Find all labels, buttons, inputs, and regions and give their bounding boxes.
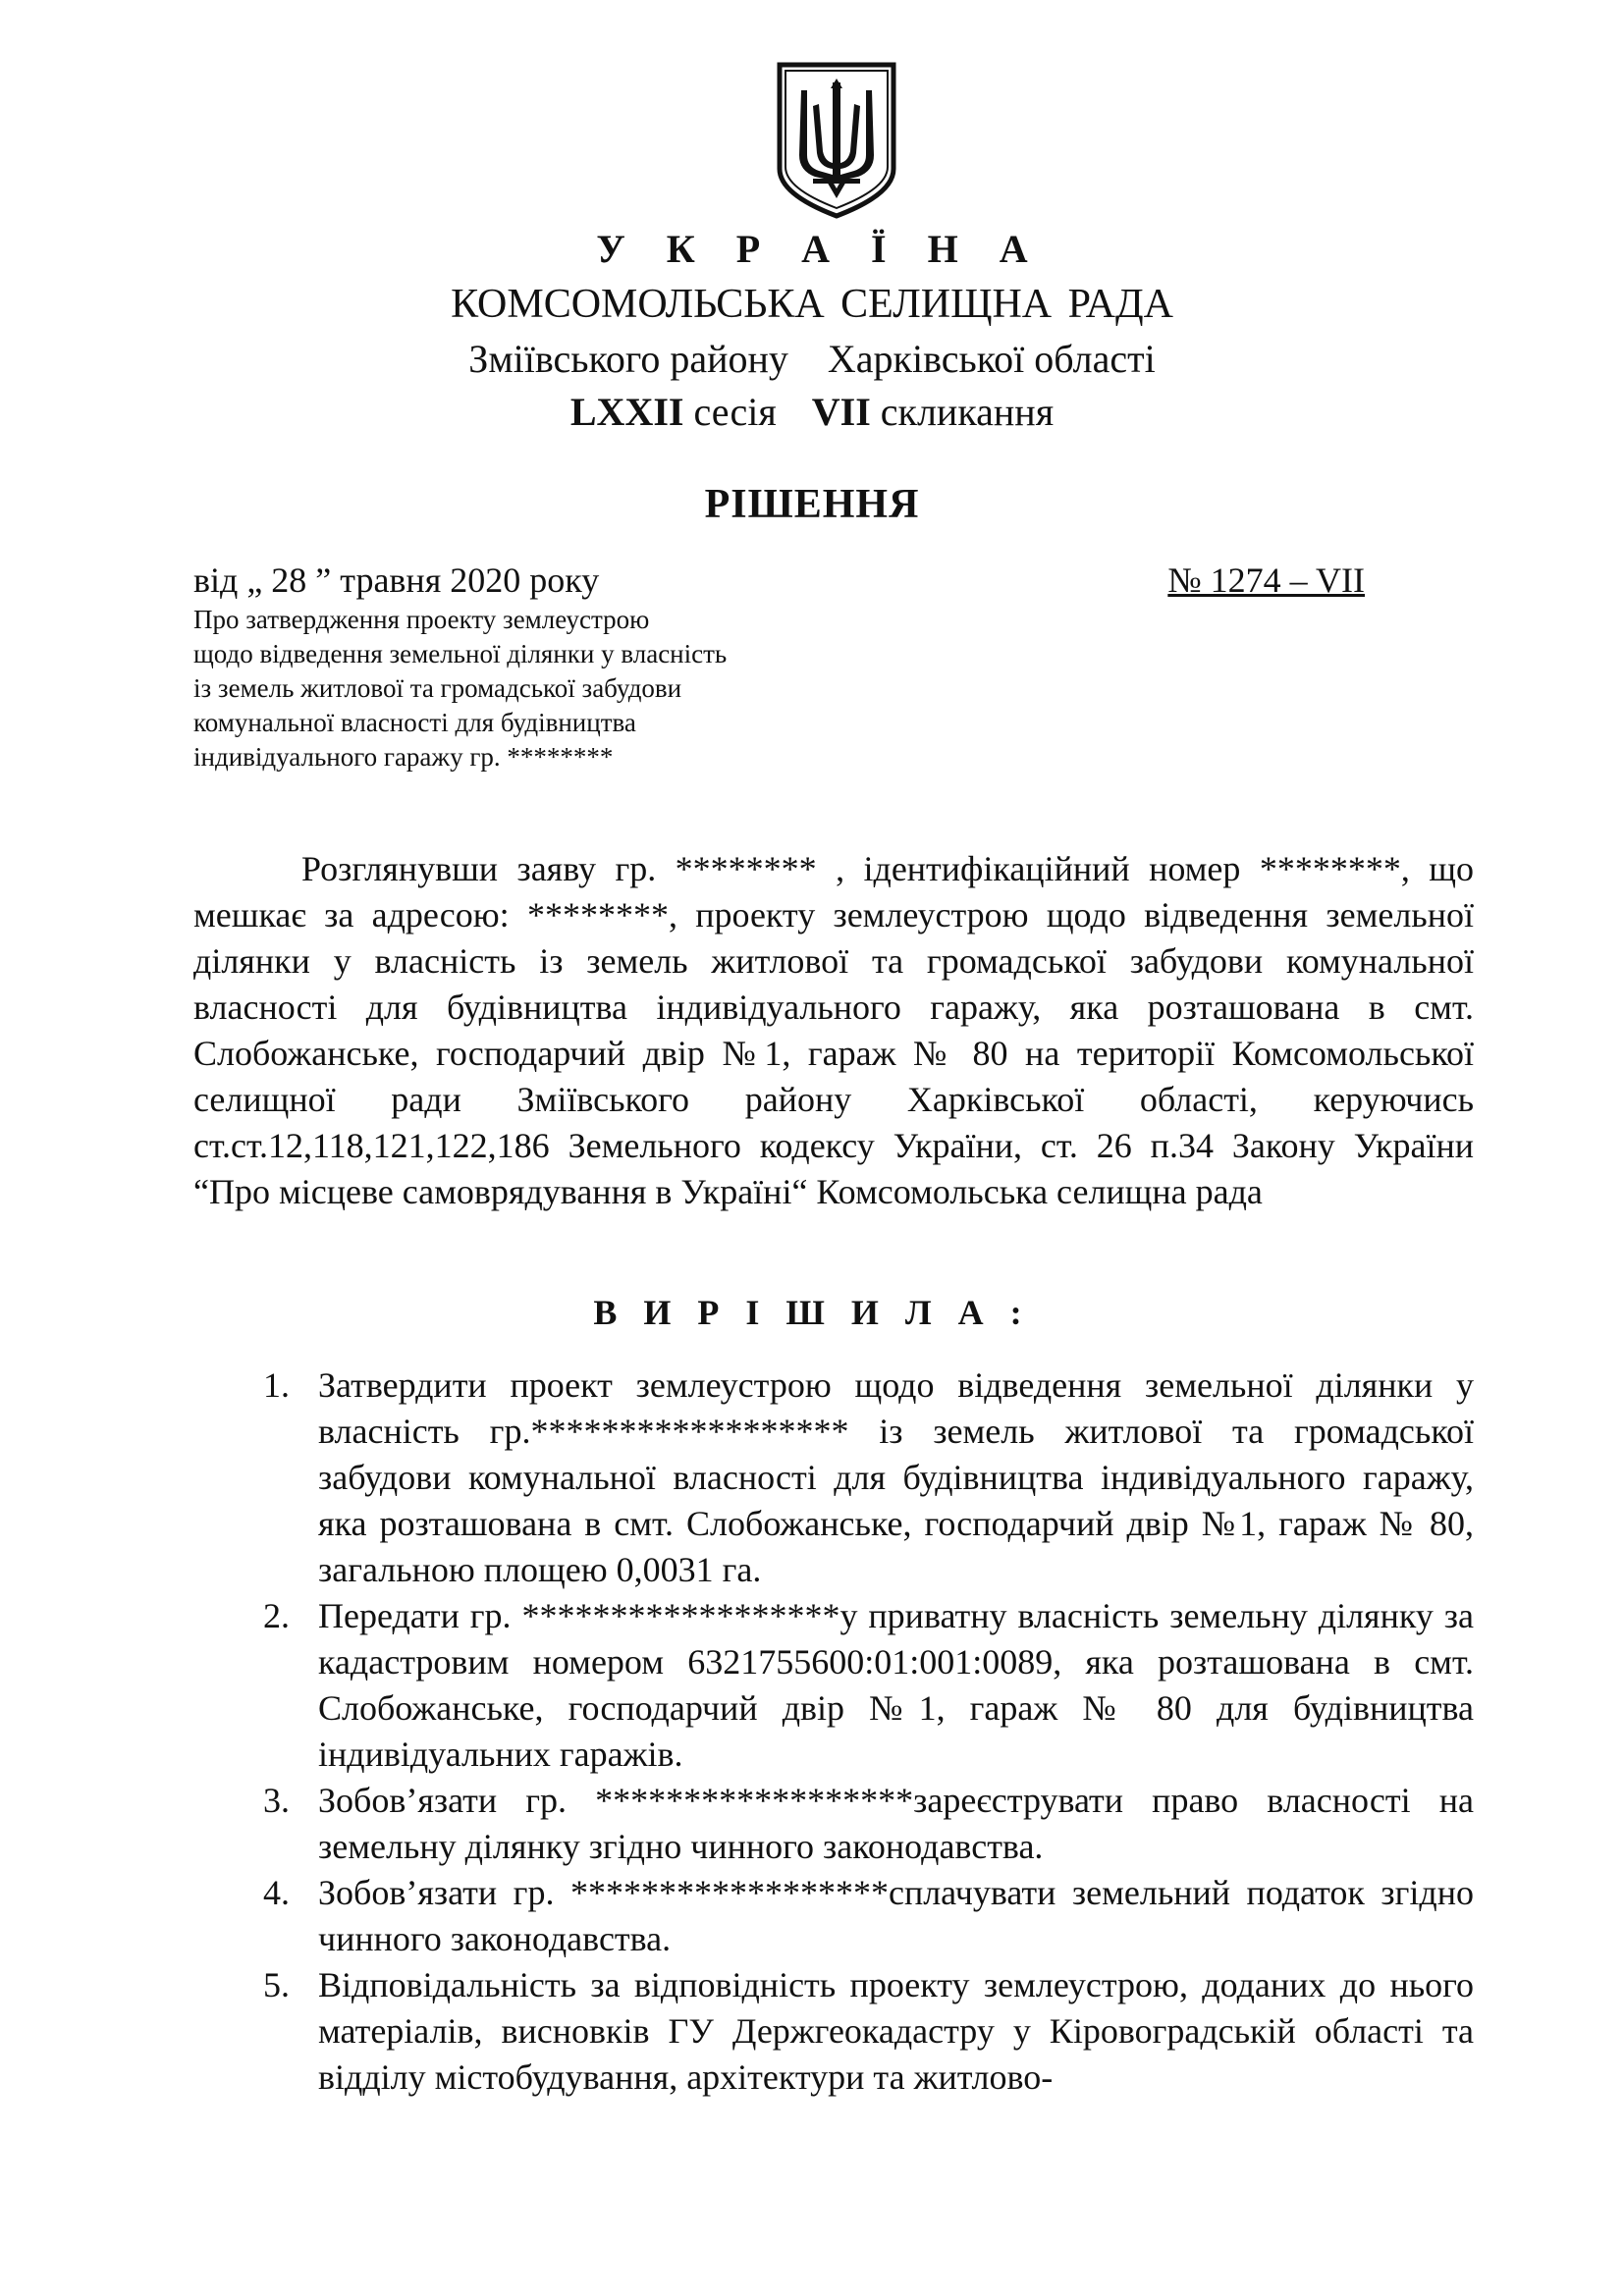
item-number: 4. <box>263 1873 290 1912</box>
preamble-paragraph: Розглянувши заяву гр. ******** , ідентифікаційний номер ********, що мешкає за адресою: ********, проекту землеустрою щодо відведення земельної ділянки у власність із земель житлової та громадської забудови комунальної власності для будівництва індивідуального гаражу, яка розташована в смт. Слобожанське, господарчий двір №1, гараж № 80 на території Комсомольської селищної ради Зміївського району Харківської області, керуючись ст.ст.12,118,121,122,186 Земельного кодексу України, ст. 26 п.34 Закону України “Про місцеве самоврядування в Україні“ Комсомольська селищна рада <box>193 849 1474 1211</box>
subject-line: індивідуального гаражу гр. ******** <box>193 742 614 772</box>
subject-line: Про затвердження проекту землеустрою <box>193 605 650 634</box>
item-text: Зобов’язати гр. ******************зареєструвати право власності на земельну ділянку згідно чинного законодавства. <box>318 1781 1474 1866</box>
district-line <box>0 336 1624 382</box>
council-name: КОМСОМОЛЬСЬКА СЕЛИЩНА РАДА <box>451 282 1173 327</box>
item-text: Затвердити проект землеустрою щодо відведення земельної ділянки у власність гр.****************** із земель житлової та громадської забудови комунальної власності для будівництва індивідуального гаражу, яка розташована в смт. Слобожанське, господарчий двір №1, гараж № 80, загальною площею 0,0031 га. <box>318 1365 1474 1589</box>
session-word: сесія <box>693 390 777 434</box>
list-item <box>263 1962 1474 2101</box>
country-name: У К Р А Ї Н А <box>596 227 1044 271</box>
decision-number: № 1274 – VII <box>1167 561 1365 600</box>
subject-line: комунальної власності для будівництва <box>193 708 636 737</box>
list-item <box>263 1778 1474 1870</box>
item-number: 3. <box>263 1781 290 1820</box>
item-text: Відповідальність за відповідність проекту землеустрою, доданих до нього матеріалів, висновків ГУ Держгеокадастру у Кіровоградській області та відділу містобудування, архітектури та житлово- <box>318 1965 1474 2097</box>
item-text: Зобов’язати гр. ******************сплачувати земельний податок згідно чинного законодавства. <box>318 1873 1474 1958</box>
subject-line: щодо відведення земельної ділянки у власність <box>193 639 728 668</box>
item-number: 5. <box>263 1965 290 2004</box>
subject-line: із земель житлової та громадської забудови <box>193 673 682 703</box>
list-item <box>263 1362 1474 1593</box>
convocation-word: скликання <box>880 390 1055 434</box>
list-item <box>263 1870 1474 1962</box>
item-number: 2. <box>263 1596 290 1635</box>
coat-of-arms-icon <box>774 61 899 220</box>
district-name: Зміївського району <box>468 337 788 381</box>
item-text: Передати гр. ******************у приватну власність земельну ділянку за кадастровим номером 6321755600:01:001:0089, яка розташована в смт. Слобожанське, господарчий двір №1, гараж № 80 для будівництва індивідуальних гаражів. <box>318 1596 1474 1774</box>
decision-items-list <box>263 1362 1474 2101</box>
resolved-heading: В И Р І Ш И Л А : <box>593 1293 1031 1332</box>
decision-subject <box>193 603 900 774</box>
convocation-number: VII <box>811 390 871 434</box>
session-number: LXXII <box>569 390 684 434</box>
region-name: Харківської області <box>827 337 1156 381</box>
document-title: РІШЕННЯ <box>704 482 920 527</box>
item-number: 1. <box>263 1365 290 1405</box>
session-line <box>0 389 1624 435</box>
decision-date: від „ 28 ” травня 2020 року <box>193 561 600 600</box>
list-item <box>263 1593 1474 1778</box>
